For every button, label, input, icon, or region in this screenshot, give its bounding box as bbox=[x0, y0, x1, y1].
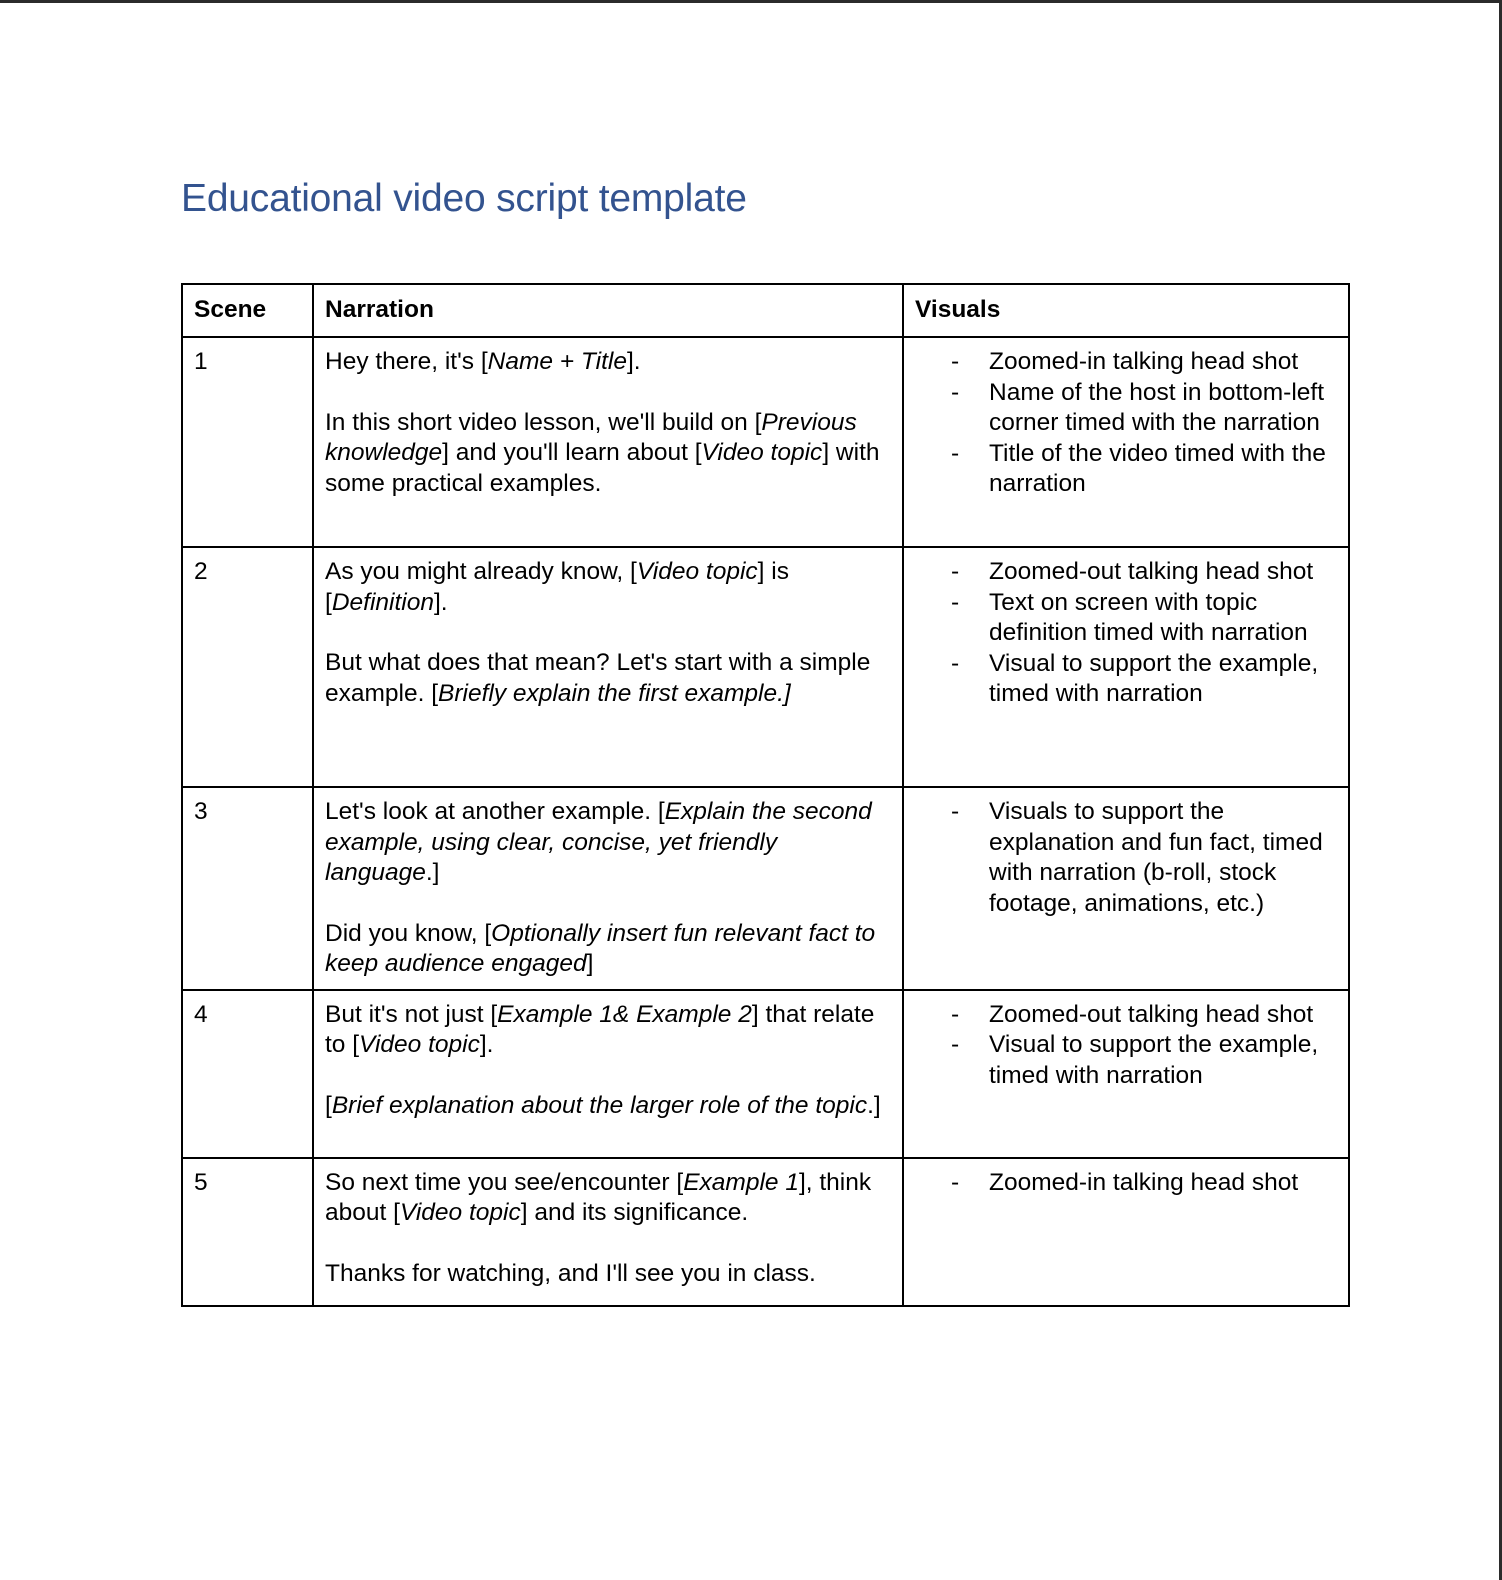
scene-number-cell bbox=[182, 1158, 313, 1306]
visuals-list-item: - Visual to support the example, timed with narration bbox=[915, 1030, 1337, 1091]
narration-text: Let's look at another example. [ bbox=[325, 798, 665, 825]
narration-paragraph bbox=[325, 408, 891, 500]
table-row bbox=[182, 990, 1349, 1158]
narration-cell bbox=[313, 990, 903, 1158]
narration-placeholder: Explain the second example, using clear, concise, yet friendly language bbox=[325, 798, 872, 886]
scene-number-cell bbox=[182, 547, 313, 787]
narration-text: ] and you'll learn about [ bbox=[442, 439, 702, 466]
narration-text: ], think about [ bbox=[325, 1168, 872, 1226]
narration-text: Did you know, [ bbox=[325, 919, 492, 947]
narration-text: In this short video lesson, we'll build on [ bbox=[325, 408, 762, 436]
visuals-list-item: - Visuals to support the explanation and fun fact, timed with narration (b-roll, stock footage, animations, etc.) bbox=[915, 797, 1337, 919]
visuals-list-item: - Visual to support the example, timed with narration bbox=[915, 649, 1337, 710]
narration-placeholder: Briefly explain the first example.] bbox=[438, 679, 791, 707]
scene-number-cell bbox=[182, 990, 313, 1158]
narration-placeholder: Definition bbox=[331, 588, 434, 616]
table-body bbox=[182, 337, 1349, 1306]
visuals-list-item: - Text on screen with topic definition timed with narration bbox=[915, 588, 1337, 649]
narration-text: ] is [ bbox=[325, 558, 789, 616]
visuals-list bbox=[915, 797, 1337, 919]
narration-cell bbox=[313, 1158, 903, 1306]
narration-text: [ bbox=[325, 1091, 332, 1119]
narration-paragraph bbox=[325, 1168, 891, 1229]
narration-text: Thanks for watching, and I'll see you in class. bbox=[325, 1259, 816, 1287]
scene-number: 5 bbox=[194, 1168, 208, 1196]
table-row bbox=[182, 547, 1349, 787]
narration-paragraph bbox=[325, 919, 891, 980]
table-row bbox=[182, 787, 1349, 990]
narration-paragraph bbox=[325, 557, 891, 618]
visuals-cell bbox=[903, 337, 1349, 547]
narration-paragraph bbox=[325, 648, 891, 709]
narration-placeholder: Video topic bbox=[359, 1031, 480, 1058]
narration-paragraph bbox=[325, 1000, 891, 1061]
narration-placeholder: Video topic bbox=[636, 558, 758, 585]
column-header-scene: Scene bbox=[182, 284, 313, 337]
narration-cell bbox=[313, 787, 903, 990]
narration-text: So next time you see/encounter [ bbox=[325, 1168, 684, 1196]
narration-text: .] bbox=[867, 1091, 881, 1119]
visuals-list-item: - Zoomed-in talking head shot bbox=[915, 1168, 1337, 1199]
narration-text: ]. bbox=[433, 588, 448, 616]
column-header-visuals: Visuals bbox=[903, 284, 1349, 337]
narration-text: .] bbox=[425, 859, 440, 886]
visuals-list bbox=[915, 557, 1337, 710]
narration-placeholder: Video topic bbox=[701, 439, 823, 466]
script-table bbox=[181, 283, 1350, 1307]
narration-paragraph bbox=[325, 797, 891, 889]
scene-number: 4 bbox=[194, 1000, 208, 1028]
table-row bbox=[182, 1158, 1349, 1306]
narration-placeholder: Example 1 bbox=[683, 1168, 799, 1196]
narration-placeholder: Optionally insert fun relevant fact to keep audience engaged bbox=[325, 919, 876, 977]
narration-cell bbox=[313, 337, 903, 547]
narration-placeholder: Name + Title bbox=[487, 348, 627, 375]
narration-paragraph bbox=[325, 1259, 891, 1290]
narration-cell bbox=[313, 547, 903, 787]
visuals-list bbox=[915, 1000, 1337, 1092]
visuals-cell bbox=[903, 787, 1349, 990]
narration-text: But what does that mean? Let's start with a simple example. [ bbox=[325, 649, 871, 707]
narration-paragraph bbox=[325, 1091, 891, 1122]
visuals-list-item: - Zoomed-out talking head shot bbox=[915, 1000, 1337, 1031]
scene-number: 1 bbox=[194, 348, 208, 375]
scene-number: 3 bbox=[194, 798, 208, 825]
narration-placeholder: Example 1& Example 2 bbox=[497, 1000, 752, 1028]
narration-text: ] that relate to [ bbox=[325, 1000, 875, 1058]
narration-text: ]. bbox=[479, 1031, 494, 1058]
narration-text: ] and its significance. bbox=[520, 1199, 749, 1226]
scene-number-cell bbox=[182, 337, 313, 547]
narration-text: ]. bbox=[626, 348, 641, 375]
visuals-list-item: - Zoomed-out talking head shot bbox=[915, 557, 1337, 588]
scene-number-cell bbox=[182, 787, 313, 990]
column-header-narration: Narration bbox=[313, 284, 903, 337]
visuals-cell bbox=[903, 990, 1349, 1158]
table-header bbox=[182, 284, 1349, 337]
table-header-row bbox=[182, 284, 1349, 337]
table-row bbox=[182, 337, 1349, 547]
narration-text: As you might already know, [ bbox=[325, 558, 637, 585]
narration-text: Hey there, it's [ bbox=[325, 348, 488, 375]
visuals-cell bbox=[903, 1158, 1349, 1306]
visuals-list-item: - Zoomed-in talking head shot bbox=[915, 347, 1337, 378]
narration-placeholder: Video topic bbox=[399, 1199, 521, 1226]
page-title: Educational video script template bbox=[181, 177, 747, 220]
narration-placeholder: Previous knowledge bbox=[325, 408, 857, 466]
visuals-list-item: - Name of the host in bottom-left corner timed with the narration bbox=[915, 378, 1337, 439]
visuals-cell bbox=[903, 547, 1349, 787]
narration-text: ] bbox=[586, 950, 594, 977]
narration-text: ] with some practical examples. bbox=[325, 439, 880, 497]
narration-paragraph bbox=[325, 347, 891, 378]
narration-text: But it's not just [ bbox=[325, 1000, 498, 1028]
visuals-list-item: - Title of the video timed with the narration bbox=[915, 439, 1337, 500]
scene-number: 2 bbox=[194, 558, 208, 585]
narration-placeholder: Brief explanation about the larger role of the topic bbox=[331, 1091, 868, 1119]
visuals-list bbox=[915, 1168, 1337, 1199]
visuals-list bbox=[915, 347, 1337, 500]
